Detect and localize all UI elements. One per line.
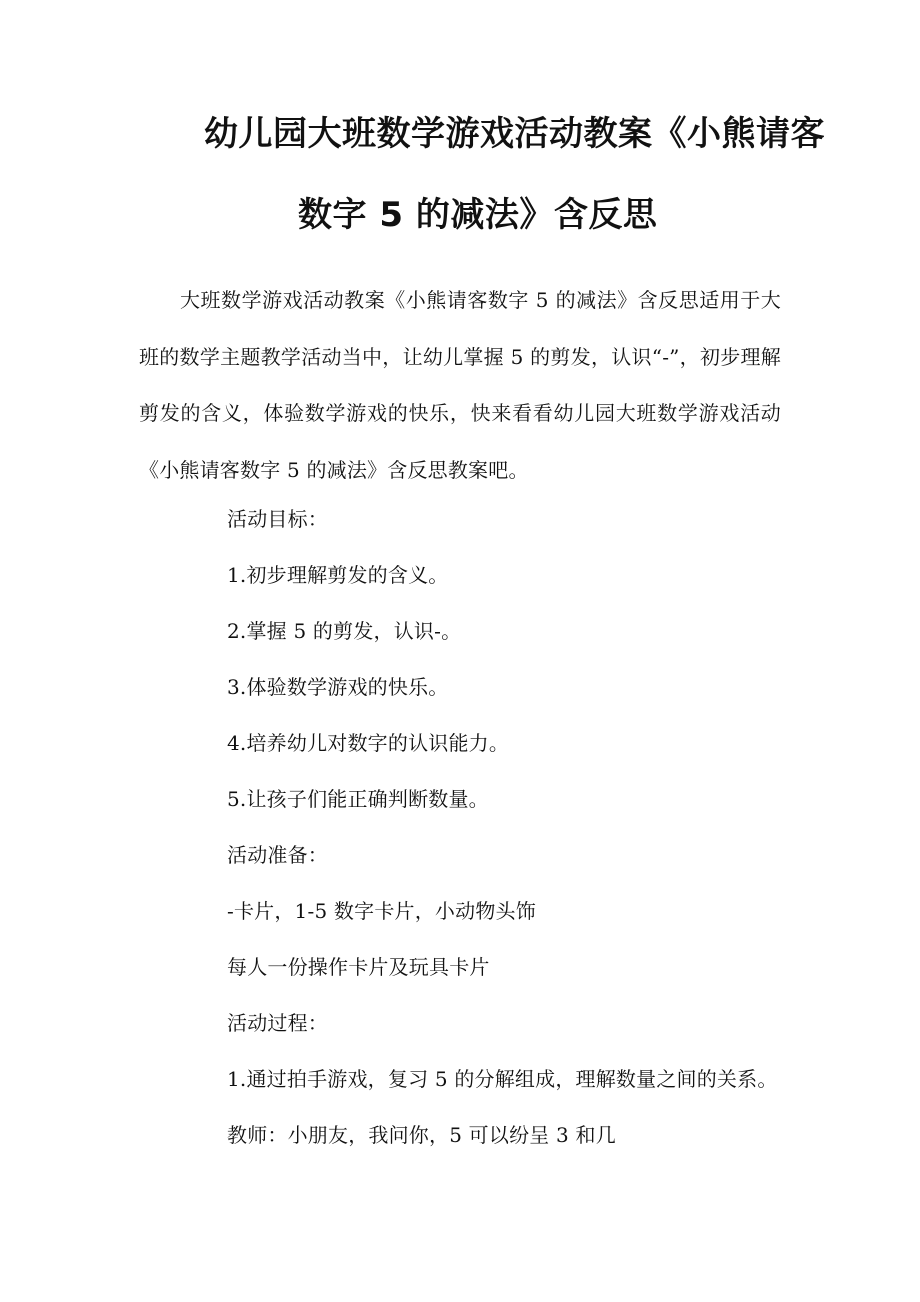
process-heading: 活动过程： — [227, 1011, 328, 1035]
goal-item-4: 4.培养幼儿对数字的认识能力。 — [227, 731, 510, 755]
process-step-1: 1.通过拍手游戏，复习 5 的分解组成，理解数量之间的关系。 — [227, 1067, 778, 1091]
document-title-line-1: 幼儿园大班数学游戏活动教案《小熊请客 — [204, 114, 825, 154]
prep-item-2: 每人一份操作卡片及玩具卡片 — [227, 955, 490, 979]
intro-paragraph: 大班数学游戏活动教案《小熊请客数字 5 的减法》含反思适用于大班的数学主题教学活动当中，让幼儿掌握 5 的剪发，认识“-”，初步理解剪发的含义，体验数学游戏的快乐，快来看看幼儿园大班数学游戏活动《小熊请客数字 5 的减法》含反思教案吧。 — [139, 288, 781, 482]
goals-heading: 活动目标： — [227, 507, 328, 531]
goal-item-1: 1.初步理解剪发的含义。 — [227, 563, 449, 587]
document-title-line-2: 数字 5 的减法》含反思 — [298, 195, 658, 235]
prep-item-1: -卡片，1-5 数字卡片，小动物头饰 — [227, 899, 536, 923]
teacher-dialogue: 教师：小朋友，我问你，5 可以纷呈 3 和几 — [227, 1123, 616, 1147]
goal-item-5: 5.让孩子们能正确判断数量。 — [227, 787, 489, 811]
goal-item-2: 2.掌握 5 的剪发，认识-。 — [227, 619, 462, 643]
goal-item-3: 3.体验数学游戏的快乐。 — [227, 675, 449, 699]
prep-heading: 活动准备： — [227, 843, 328, 867]
